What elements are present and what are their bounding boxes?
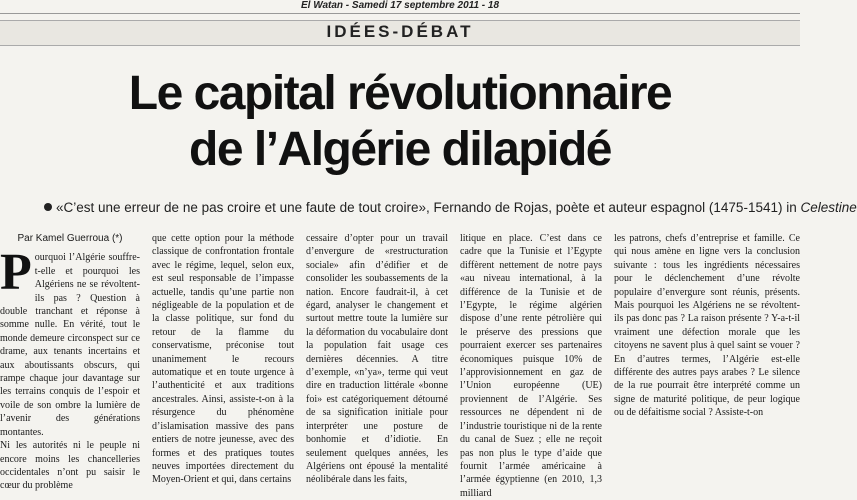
article-column-1: [0, 232, 140, 492]
paragraph: cessaire d’opter pour un travail d’envergure de «restructuration sociale» afin d’édifier et de consolider les soubassements de la nation. Encore faudrait-il, à cet égard, analyser le changement et surtout mettre toute la lumière sur la déformation du vocabulaire dont la population fait usage ces dernières décennies. A titre d’exemple, «n’ya», terme qui veut dire en traduction littérale «bonne foi» est catégoriquement détourné de sa signification initiale pour interpréter une posture de bonhomie et d’idiotie. En seulement quelques années, les Algériens ont épousé la mentalité néolibérale dans les faits,: [306, 233, 448, 486]
lead-text: ourquoi l’Algérie souffre-t-elle et pourquoi les Algériens ne se révoltent-ils pas ? Question à double tranchant et réponse à somme nulle. En vérité, tout le monde demeure circonspect sur ce drame, aux tenants incertains et aux aboutissants obscurs, qui rampe chaque jour davantage sur les terrains conquis de l’espoir et voile de son ombre la lumière de l’avenir des générations montantes.: [0, 252, 140, 438]
article-body: [0, 232, 800, 499]
headline-line-1: Le capital révolutionnaire: [128, 67, 672, 120]
paragraph: litique en place. C’est dans ce cadre que la Tunisie et l’Egypte diffèrent nettement de notre pays «au niveau international, à la différence de la Tunisie et de l’Egypte, le régime algérien dispose d’une rente pétrolière qui le préserve des pressions que pourraient exercer ses partenaires économiques puisque 10% de l’approvisionnement en gaz de l’Union européenne (UE) proviennent de l’Algérie. Ses ressources ne dépendent ni de l’industrie touristique ni de la rente du canal de Suez ; elle ne reçoit pas non plus le type d’aide que fournit l’armée américaine à l’armée égyptienne (en 2010, 1,3 milliard: [460, 233, 602, 499]
article-column-2: [152, 232, 294, 486]
byline: Par Kamel Guerroua (*): [17, 233, 123, 244]
headline: [0, 66, 800, 178]
masthead-rule: [0, 13, 800, 14]
paragraph: les patrons, chefs d’entreprise et famille. Ce qui nous amène en ligne vers la conclusion suivante : tous les ingrédients nécessaires pour le déclenchement d’une révolte populaire d’envergure sont réunis, présents. Mais pourquoi les Algériens ne se révoltent-ils pas donc pas ? La raison présente ? Y-a-t-il vraiment une défection morale que les citoyens ne savent plus à quel saint se vouer ? En d’autres termes, l’Algérie est-elle différente des autres pays arabes ? Le silence de la rue pourrait être interprété comme un signe de maturité politique, de peur logique ou de défaitisme social ? Assiste-t-on: [614, 233, 800, 419]
drop-cap: P: [0, 244, 32, 302]
article-column-5: [614, 232, 800, 460]
paragraph: que cette option pour la méthode classique de confrontation frontale avec le régime, lequel, selon eux, est seul responsable de l’impasse actuelle, tandis qu’une partie non négligeable de la population et de la classe politique, sur fond du retour de la flamme du conservatisme, préconise tout unanimement le recours automatique et en toute urgence à l’authenticité et aux traditions ancestrales. Ainsi, assiste-t-on à la résurgence du phénomène d’islamisation massive des pans entiers de notre jeunesse, avec des formes et des pratiques toutes neuves importées directement du Moyen-Orient et qui, dans certains: [152, 233, 294, 486]
article-column-4: [460, 232, 602, 499]
article-column-3: [306, 232, 448, 486]
masthead: El Watan - Samedi 17 septembre 2011 - 18: [300, 0, 500, 11]
lead-paragraph: [0, 244, 140, 439]
headline-line-2: de l’Algérie dilapidé: [189, 123, 611, 176]
paragraph: Ni les autorités ni le peuple ni encore moins les chancelleries occidentales n’ont pu saisir le cœur du problème: [0, 440, 140, 492]
bullet-icon: [44, 203, 52, 211]
deck-work-title: Celestine: [800, 200, 857, 215]
deck-quote: «C’est une erreur de ne pas croire et une faute de tout croire», Fernando de Rojas, poète et auteur espagnol (1475-1541) in: [56, 200, 801, 215]
section-label: IDÉES-DÉBAT: [326, 22, 474, 41]
deck: [44, 199, 857, 217]
